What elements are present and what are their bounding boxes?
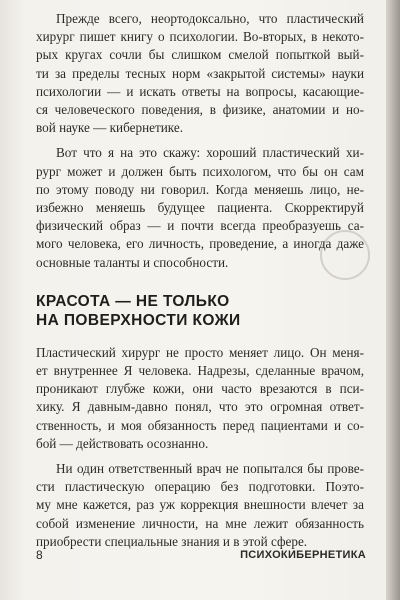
text-line: вой науке — кибернетике. <box>36 120 184 136</box>
text-line: бой — действовать осознанно. <box>36 435 209 451</box>
text-line: сти пластическую операцию без подготовки. Поэто- <box>36 479 364 495</box>
text-line: ся человеческого поведения, в физике, анатомии и но- <box>36 102 364 118</box>
heading-line: КРАСОТА — НЕ ТОЛЬКО <box>36 292 230 310</box>
text-line: хику. Я давным-давно понял, что это огромная ответ- <box>36 399 364 415</box>
text-line: физический образ — и почти всегда преобразуешь са- <box>36 218 364 234</box>
text-line: по этому поводу ни говорил. Когда меняешь лицо, не- <box>36 181 364 197</box>
text-line: Ни один ответственный врач не попытался бы прове- <box>56 461 364 477</box>
text-line: ет внутреннее Я человека. Надрезы, сделанные врачом, <box>36 363 364 379</box>
text-line: рург может и должен быть психологом, что бы он сам <box>36 163 364 179</box>
text-line: му мне кажется, раз уж коррекция внешности влечет за <box>36 497 364 513</box>
text-line: собой изменение личности, на мне лежит обязанность <box>36 515 364 531</box>
text-line: основные таланты и способности. <box>36 254 229 270</box>
heading-line: НА ПОВЕРХНОСТИ КОЖИ <box>36 311 241 329</box>
text-line: Прежде всего, неортодоксально, что пластический <box>56 11 364 26</box>
text-line: Вот что я на это скажу: хороший пластический хи- <box>56 145 364 161</box>
text-line: Пластический хирург не просто меняет лицо. Он меня- <box>36 344 364 360</box>
text-line: хирург пишет книгу о психологии. Во-вторых, в некото- <box>36 29 364 45</box>
book-spine-shadow <box>386 0 400 600</box>
paragraph-3 <box>36 344 364 453</box>
text-line: мого человека, его личность, проведение, а иногда даже <box>36 236 364 252</box>
section-heading <box>36 292 364 330</box>
page-text-block <box>36 8 364 551</box>
paragraph-2 <box>36 144 364 271</box>
text-line: проникают глубже кожи, они часто врезаются в пси- <box>36 381 364 397</box>
paragraph-4 <box>36 460 364 551</box>
text-line: ти за пределы тесных норм «закрытой системы» науки <box>36 65 364 81</box>
text-line: психологии — и искать ответы на вопросы, касающие- <box>36 83 364 99</box>
text-line: избежно меняешь будущее пациента. Скорректируй <box>36 200 364 216</box>
text-line: рых кругах сочли бы слишком смелой попыткой вый- <box>36 47 364 63</box>
text-line: приобрести специальные знания и в этой сфере. <box>36 533 308 549</box>
running-title: ПСИХОКИБЕРНЕТИКА <box>240 549 366 561</box>
paragraph-1 <box>36 10 364 137</box>
text-line: ственность, и моя обязанность перед пациентами и со- <box>36 417 364 433</box>
page-number: 8 <box>36 548 43 562</box>
